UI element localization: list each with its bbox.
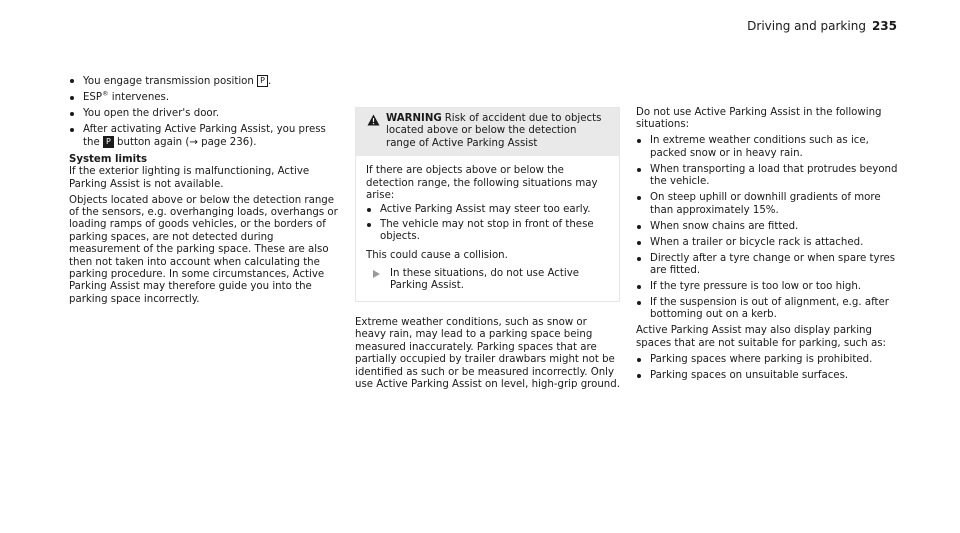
action-step: In these situations, do not use Active Parking Assist. [366,268,609,293]
list-item: Parking spaces on unsuitable surfaces. [636,370,898,382]
do-not-use-list [636,135,898,321]
registered-mark: ® [102,89,109,98]
list-item: When transporting a load that protrudes beyond the vehicle. [636,164,898,189]
list-item: When snow chains are fitted. [636,221,898,233]
list-item: Active Parking Assist may steer too early. [366,204,609,216]
list-item: When a trailer or bicycle rack is attached. [636,237,898,249]
page-header [747,19,897,33]
paragraph: Objects located above or below the detection range of the sensors, e.g. overhanging loads, overhangs or loading ramps of goods vehicles, or the borders of parking spaces, are not detected during measurement of the parking space. These are also then not taken into account when calculating the parking procedure. In some circumstances, Active Parking Assist may therefore guide you into the parking space incorrectly. [69,194,338,305]
list-item: If the suspension is out of alignment, e.g. after bottoming out on a kerb. [636,297,898,322]
warning-triangle-icon [367,114,380,126]
warning-title: Risk of accident due to objects located above or below the detection range of Active Parking Assist [386,113,602,149]
list-item: You open the driver's door. [69,108,340,120]
list-item: If the tyre pressure is too low or too high. [636,281,898,293]
list-item: Parking spaces where parking is prohibited. [636,354,898,366]
unsuitable-spaces-list [636,354,898,382]
section-heading: System limits [69,153,148,165]
action-arrow-icon [373,270,380,278]
section-title: Driving and parking [747,19,866,33]
list-item: You engage transmission position P . [69,75,340,88]
deactivation-conditions-list [69,75,340,150]
list-item: Directly after a tyre change or when spare tyres are fitted. [636,253,898,278]
paragraph: If the exterior lighting is malfunctioning, Active Parking Assist is not available. [69,166,310,190]
warning-body [356,156,619,301]
paragraph: Do not use Active Parking Assist in the following situations: [636,107,882,131]
list-item: After activating Active Parking Assist, you press the P button again (→ page 236). [69,124,340,150]
left-column [69,75,340,310]
list-item: On steep uphill or downhill gradients of more than approximately 15%. [636,192,898,217]
list-item: In extreme weather conditions such as ice, packed snow or in heavy rain. [636,135,898,160]
list-item: ESP® intervenes. [69,92,340,104]
page-number: 235 [871,19,897,33]
parking-button-icon: P [103,136,114,148]
warning-label: WARNING [386,113,442,124]
transmission-p-key: P [257,75,268,87]
middle-column [355,107,620,395]
paragraph: This could cause a collision. [366,249,508,261]
warning-header [356,108,619,156]
paragraph: Extreme weather conditions, such as snow or heavy rain, may lead to a parking space being measured inaccurately. Parking spaces that are partially occupied by trailer drawbars might not be identified as such or be measured incorrectly. Only use Active Parking Assist on level, high-grip ground. [355,316,620,390]
paragraph: If there are objects above or below the detection range, the following situations may arise: [366,165,598,202]
paragraph: Active Parking Assist may also display parking spaces that are not suitable for parking, such as: [636,325,886,349]
warning-box [355,107,620,302]
right-column [636,107,898,386]
warning-list [366,204,609,243]
list-item: The vehicle may not stop in front of these objects. [366,219,609,244]
